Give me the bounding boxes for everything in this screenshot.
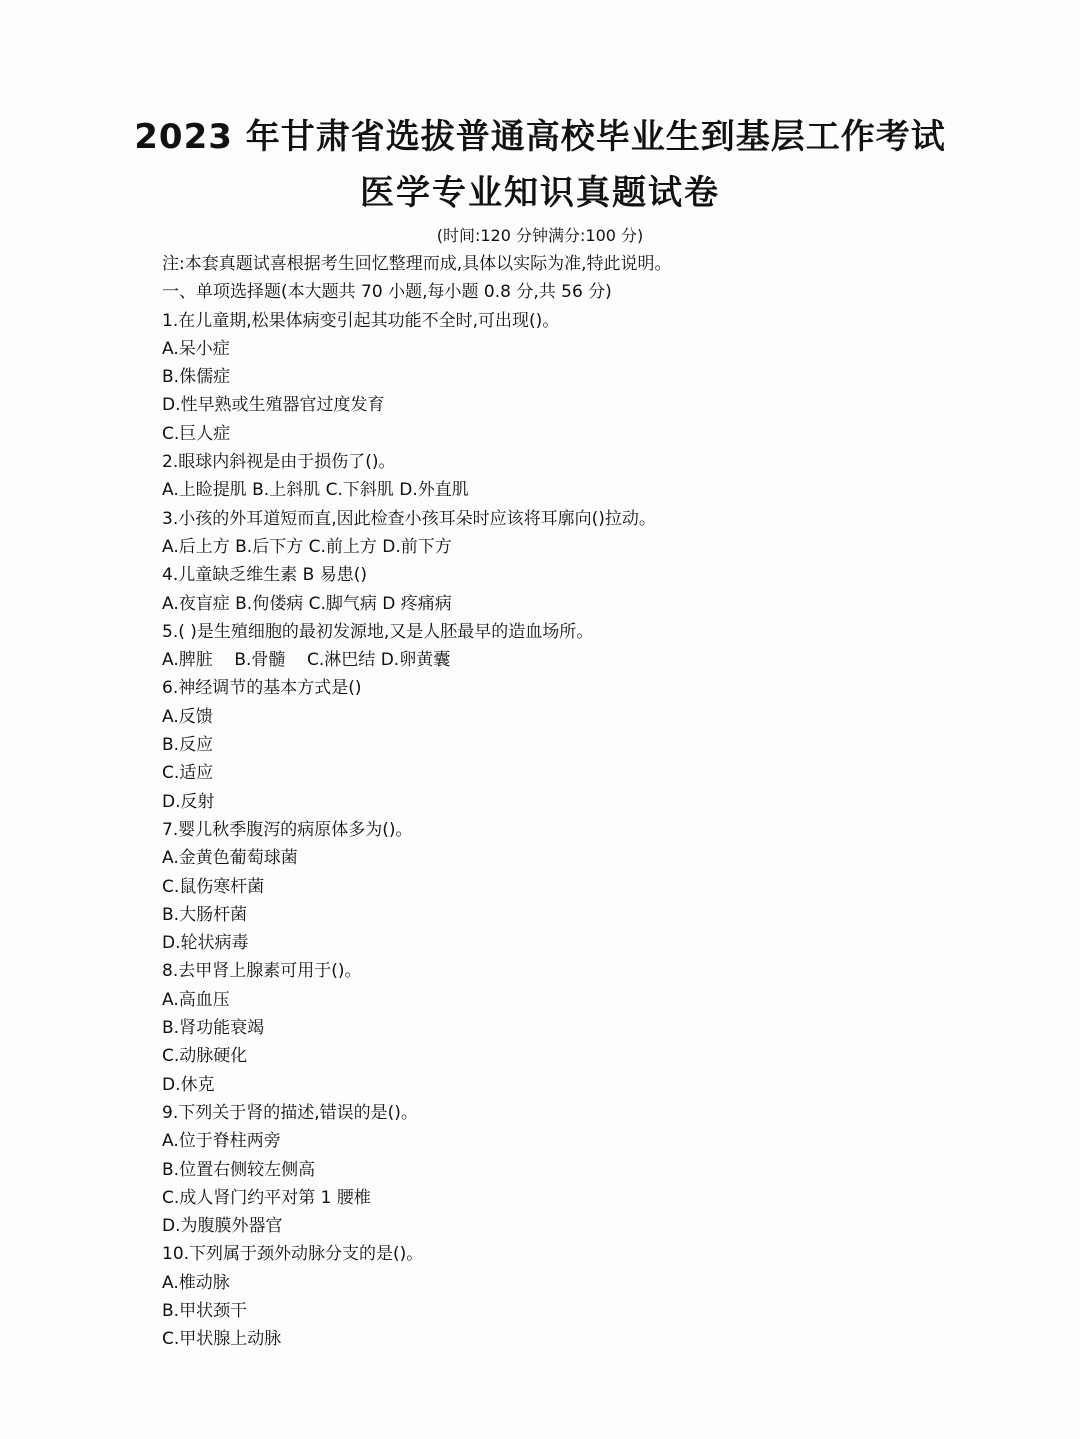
- q4-options: A.夜盲症 B.佝偻病 C.脚气病 D 疼痛病: [162, 593, 452, 614]
- q1-option-c: C.巨人症: [162, 423, 231, 444]
- q6-option-a: A.反馈: [162, 706, 213, 727]
- question-3: 3.小孩的外耳道短而直,因此检查小孩耳朵时应该将耳廓向()拉动。: [162, 508, 656, 529]
- time-and-score-info: (时间:120 分钟满分:100 分): [436, 226, 644, 245]
- q10-option-b: B.甲状颈干: [162, 1300, 248, 1321]
- q9-option-c: C.成人肾门约平对第 1 腰椎: [162, 1187, 371, 1208]
- exam-subtitle: 医学专业知识真题试卷: [360, 173, 720, 213]
- question-1: 1.在儿童期,松果体病变引起其功能不全时,可出现()。: [162, 310, 560, 331]
- question-list: [162, 250, 1042, 1354]
- q7-option-a: A.金黄色葡萄球菌: [162, 848, 298, 869]
- q2-options: A.上睑提肌 B.上斜肌 C.下斜肌 D.外直肌: [162, 480, 469, 501]
- q9-option-d: D.为腹膜外器官: [162, 1216, 283, 1237]
- q3-options: A.后上方 B.后下方 C.前上方 D.前下方: [162, 536, 452, 557]
- q8-option-d: D.休克: [162, 1074, 215, 1095]
- question-7: 7.婴儿秋季腹泻的病原体多为()。: [162, 819, 413, 840]
- q7-option-b: B.大肠杆菌: [162, 904, 248, 925]
- exam-title: 2023 年甘肃省选拔普通高校毕业生到基层工作考试: [134, 117, 946, 157]
- q7-option-c: C.鼠伤寒杆菌: [162, 876, 265, 897]
- q9-option-b: B.位置右侧较左侧高: [162, 1159, 316, 1180]
- question-9: 9.下列关于肾的描述,错误的是()。: [162, 1102, 418, 1123]
- note-line: 注:本套真题试喜根据考生回忆整理而成,具体以实际为准,特此说明。: [162, 254, 672, 274]
- question-10: 10.下列属于颈外动脉分支的是()。: [162, 1244, 424, 1265]
- question-6: 6.神经调节的基本方式是(): [162, 678, 362, 699]
- q8-option-b: B.肾功能衰竭: [162, 1018, 265, 1039]
- q5-options: A.脾脏 B.骨髓 C.淋巴结 D.卵黄囊: [162, 650, 451, 671]
- q6-option-d: D.反射: [162, 791, 215, 812]
- section-heading: 一、单项选择题(本大题共 70 小题,每小题 0.8 分,共 56 分): [162, 282, 612, 303]
- q1-option-a: A.呆小症: [162, 338, 230, 359]
- q6-option-b: B.反应: [162, 735, 214, 756]
- q9-option-a: A.位于脊柱两旁: [162, 1131, 281, 1152]
- q8-option-a: A.高血压: [162, 989, 230, 1010]
- q6-option-c: C.适应: [162, 763, 214, 784]
- question-4: 4.儿童缺乏维生素 B 易患(): [162, 565, 367, 586]
- q1-option-b: B.侏儒症: [162, 367, 231, 388]
- q1-option-d: D.性早熟或生殖器官过度发育: [162, 395, 385, 416]
- q8-option-c: C.动脉硬化: [162, 1046, 248, 1067]
- q10-option-c: C.甲状腺上动脉: [162, 1329, 282, 1350]
- q10-option-a: A.椎动脉: [162, 1272, 230, 1293]
- q7-option-d: D.轮状病毒: [162, 933, 249, 954]
- question-2: 2.眼球内斜视是由于损伤了()。: [162, 452, 396, 473]
- question-8: 8.去甲肾上腺素可用于()。: [162, 961, 362, 982]
- question-5: 5.( )是生殖细胞的最初发源地,又是人胚最早的造血场所。: [162, 621, 594, 642]
